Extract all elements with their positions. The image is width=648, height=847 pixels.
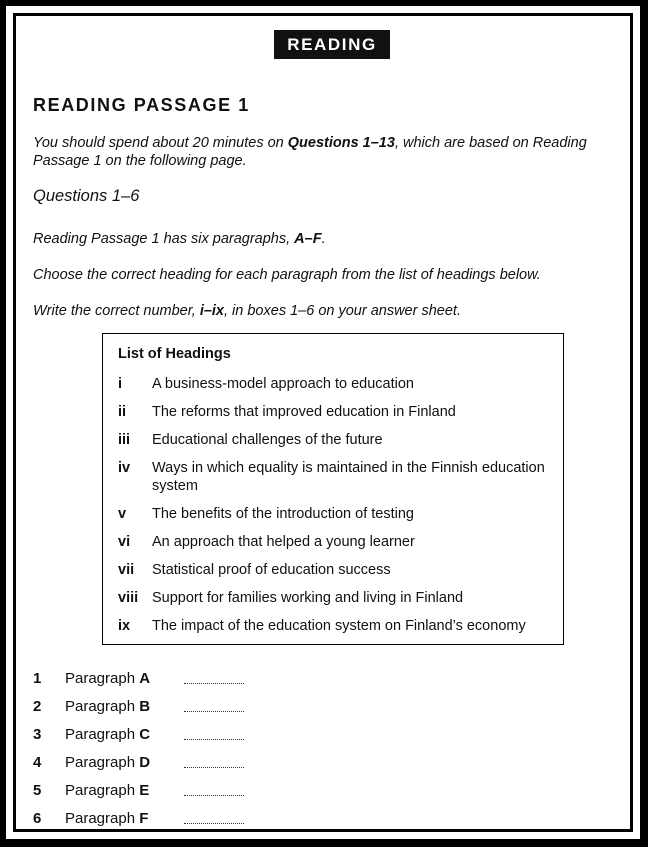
paragraph-label [65,753,150,773]
paragraph-letter: A [139,670,151,687]
section-banner: READING [274,30,390,59]
heading-number: i [118,376,123,392]
paragraph-label-text: Paragraph [65,670,140,687]
instruction-paragraphs-part2: . [321,231,326,247]
answer-blank[interactable] [184,795,244,796]
intro-text-part1: You should spend about 20 minutes on [33,135,288,151]
heading-number: iii [118,432,131,448]
answer-row-6 [33,809,333,829]
question-number: 4 [33,754,42,771]
questions-heading: Questions 1–6 [33,187,140,205]
paragraph-label-text: Paragraph [65,810,140,827]
answer-row-2 [33,697,333,717]
paragraph-letter: B [139,698,151,715]
paragraph-letter: C [139,726,151,743]
paragraph-label [65,781,149,801]
heading-number: iv [118,460,131,476]
question-number: 3 [33,726,42,743]
paragraph-label [65,809,148,829]
answer-blank[interactable] [184,823,244,824]
instruction-write-number-part1: Write the correct number, [33,303,200,319]
heading-number: viii [118,590,139,606]
question-number: 2 [33,698,42,715]
paragraph-label-text: Paragraph [65,782,140,799]
answer-row-3 [33,725,333,745]
answer-row-4 [33,753,333,773]
paragraph-label [65,725,150,745]
question-number: 5 [33,782,42,799]
heading-text: The reforms that improved education in Finland [152,404,456,420]
answer-row-5 [33,781,333,801]
paragraph-label [65,697,150,717]
answer-row-1 [33,669,333,689]
passage-title: READING PASSAGE 1 [33,95,250,115]
instruction-paragraphs [33,230,326,248]
answer-blank[interactable] [184,767,244,768]
heading-text: The benefits of the introduction of testing [152,506,414,522]
heading-number: ix [118,618,131,634]
paragraph-letter: D [139,754,151,771]
heading-text: A business-model approach to education [152,376,414,392]
instruction-choose-heading: Choose the correct heading for each paragraph from the list of headings below. [33,267,541,283]
paragraph-label-text: Paragraph [65,754,140,771]
answer-blank[interactable] [184,711,244,712]
intro-text [33,134,613,170]
heading-text: Educational challenges of the future [152,432,383,448]
intro-text-part2: , which are based on Reading Passage 1 on the following page. [33,135,587,169]
paragraph-letter: F [139,810,149,827]
paragraph-letter: E [139,782,150,799]
paragraph-label-text: Paragraph [65,726,140,743]
answer-blank[interactable] [184,739,244,740]
heading-number: vii [118,562,135,578]
heading-number: v [118,506,127,522]
heading-number: vi [118,534,131,550]
paragraph-label-text: Paragraph [65,698,140,715]
list-of-headings-box [102,333,564,645]
answer-blank[interactable] [184,683,244,684]
heading-text: An approach that helped a young learner [152,534,415,550]
intro-text-bold: Questions 1–13 [287,135,395,151]
paragraph-label [65,669,150,689]
heading-text: The impact of the education system on Finland’s economy [152,618,526,634]
instruction-write-number-bold: i–ix [199,303,224,319]
instruction-paragraphs-part1: Reading Passage 1 has six paragraphs, [33,231,295,247]
question-number: 6 [33,810,42,827]
list-of-headings-title: List of Headings [118,346,231,362]
heading-number: ii [118,404,127,420]
instruction-write-number [33,302,461,320]
instruction-write-number-part2: , in boxes 1–6 on your answer sheet. [224,303,461,319]
heading-text: Support for families working and living in Finland [152,590,464,606]
instruction-paragraphs-bold: A–F [294,231,322,247]
page [6,6,640,839]
heading-text: Ways in which equality is maintained in the Finnish education system [152,460,545,494]
question-number: 1 [33,670,42,687]
heading-text: Statistical proof of education success [152,562,391,578]
